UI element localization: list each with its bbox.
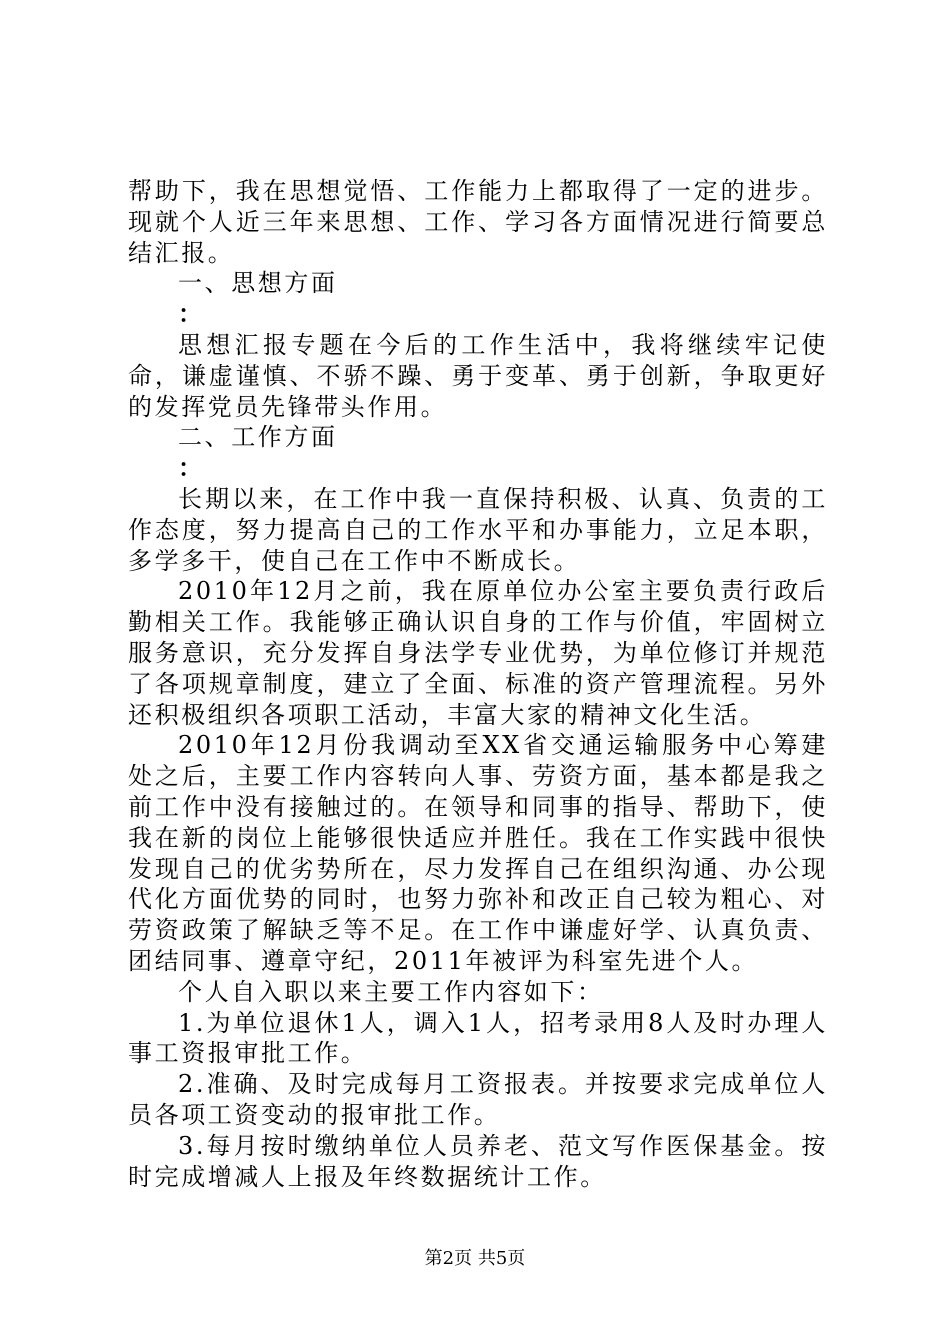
paragraph-intro: 帮助下，我在思想觉悟、工作能力上都取得了一定的进步。现就个人近三年来思想、工作、学习各方面情况进行简要总结汇报。 — [128, 177, 828, 267]
page-footer: 第2页 共5页 — [424, 1248, 526, 1269]
paragraph-work-after-2010: 2010年12月份我调动至XX省交通运输服务中心筹建处之后，主要工作内容转向人事、劳资方面，基本都是我之前工作中没有接触过的。在领导和同事的指导、帮助下，使我在新的岗位上能够很快适应并胜任。我在工作实践中很快发现自己的优劣势所在，尽力发挥自己在组织沟通、办公现代化方面优势的同时，也努力弥补和改正自己较为粗心、对劳资政策了解缺乏等不足。在工作中谦虚好学、认真负责、团结同事、遵章守纪，2011年被评为科室先进个人。 — [128, 731, 828, 975]
document-body — [128, 176, 828, 1192]
paragraph-work-attitude: 长期以来，在工作中我一直保持积极、认真、负责的工作态度，努力提高自己的工作水平和办事能力，立足本职，多学多干，使自己在工作中不断成长。 — [128, 484, 828, 575]
paragraph-work-list-intro: 个人自入职以来主要工作内容如下： — [178, 977, 604, 1006]
section-colon: ： — [178, 453, 202, 483]
list-item: 3.每月按时缴纳单位人员养老、范文写作医保基金。按时完成增减人上报及年终数据统计工作。 — [128, 1131, 828, 1191]
list-item: 1.为单位退休1人，调入1人，招考录用8人及时办理人事工资报审批工作。 — [128, 1008, 828, 1068]
paragraph-thought: 思想汇报专题在今后的工作生活中，我将继续牢记使命，谦虚谨慎、不骄不躁、勇于变革、勇于创新，争取更好的发挥党员先锋带头作用。 — [128, 330, 828, 421]
list-item: 2.准确、及时完成每月工资报表。并按要求完成单位人员各项工资变动的报审批工作。 — [128, 1070, 828, 1129]
section-colon: ： — [178, 299, 202, 329]
paragraph-work-before-2010: 2010年12月之前，我在原单位办公室主要负责行政后勤相关工作。我能够正确认识自身的工作与价值，牢固树立服务意识，充分发挥自身法学专业优势，为单位修订并规范了各项规章制度，建立了全面、标准的资产管理流程。另外还积极组织各项职工活动，丰富大家的精神文化生活。 — [128, 577, 828, 729]
section-heading-work: 二、工作方面 — [178, 423, 338, 452]
section-heading-thought: 一、思想方面 — [178, 269, 338, 298]
